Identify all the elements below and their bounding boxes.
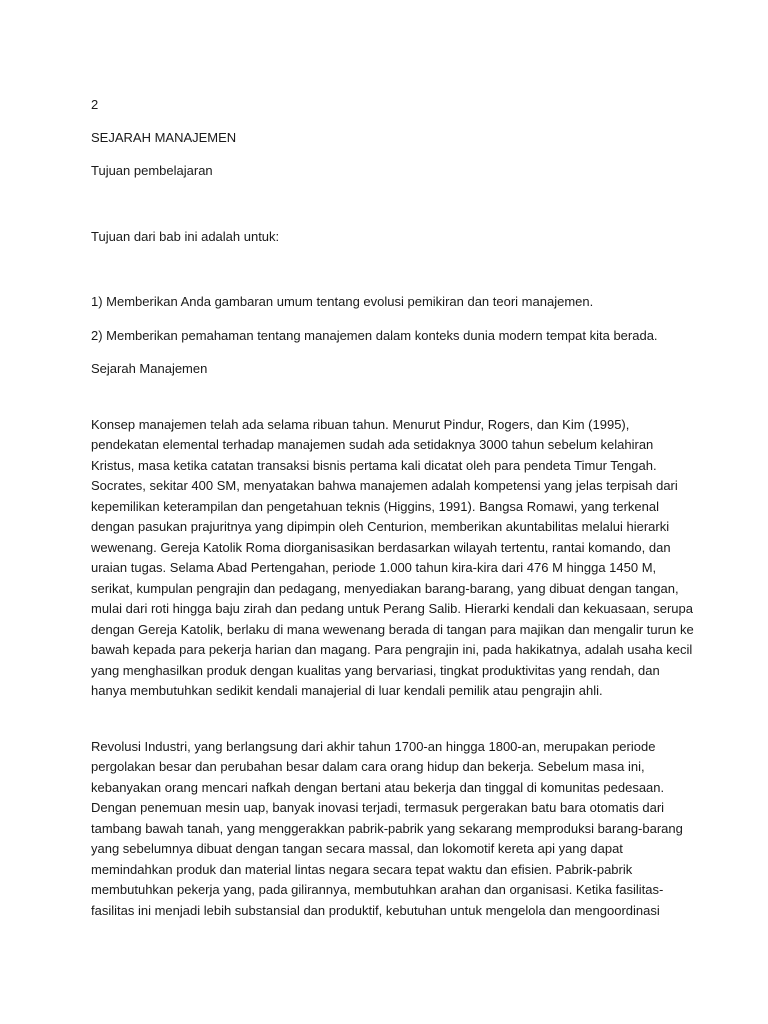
paragraph-line: yang sebelumnya dibuat dengan tangan secara massal, dan lokomotif kereta api yang dapat bbox=[91, 841, 623, 856]
paragraph-line: fasilitas ini menjadi lebih substansial dan produktif, kebutuhan untuk mengelola dan mengoordinasi bbox=[91, 902, 660, 918]
paragraph-line: Kristus, masa ketika catatan transaksi bisnis pertama kali dicatat oleh para pendeta Timur Tengah. bbox=[91, 457, 657, 473]
chapter-title: SEJARAH MANAJEMEN bbox=[91, 129, 237, 145]
paragraph-line: pergolakan besar dan perubahan besar dalam cara orang hidup dan bekerja. Sebelum masa ini, bbox=[91, 759, 645, 774]
objectives-intro: Tujuan dari bab ini adalah untuk: bbox=[91, 228, 280, 244]
page-number: 2 bbox=[91, 97, 99, 112]
paragraph-line: Konsep manajemen telah ada selama ribuan tahun. Menurut Pindur, Rogers, dan Kim (1995), bbox=[91, 416, 630, 432]
document-content bbox=[91, 95, 694, 921]
paragraph-line: mulai dari roti hingga baju zirah dan pedang untuk Perang Salib. Hierarki kendali dan kekuasaan, serupa bbox=[91, 601, 693, 616]
learning-objectives-heading: Tujuan pembelajaran bbox=[91, 163, 213, 178]
paragraph-line: kebanyakan orang mencari nafkah dengan bertani atau bekerja dan tinggal di komunitas pedesaan. bbox=[91, 779, 665, 795]
body-paragraph-2 bbox=[91, 737, 681, 922]
paragraph-line: bawah kepada para pekerja harian dan magang. Para pengrajin ini, pada hakikatnya, adalah usaha kecil bbox=[91, 642, 693, 657]
paragraph-line: tambang bawah tanah, yang menggerakkan pabrik-pabrik yang sekarang memproduksi barang-barang bbox=[91, 820, 683, 836]
paragraph-line: Dengan penemuan mesin uap, banyak inovasi terjadi, termasuk pergerakan batu bara otomatis dari bbox=[91, 800, 665, 815]
paragraph-line: hanya membutuhkan sedikit kendali manajerial di luar kendali pemilik atau pengrajin ahli. bbox=[91, 683, 603, 698]
paragraph-line: memindahkan produk dan material lintas negara secara tepat waktu dan efisien. Pabrik-pabrik bbox=[91, 861, 633, 877]
paragraph-line: kepemilikan keterampilan dan pengetahuan teknis (Higgins, 1991). Bangsa Romawi, yang terkenal bbox=[91, 498, 660, 514]
paragraph-line: membutuhkan pekerja yang, pada gilirannya, membutuhkan arahan dan organisasi. Ketika fasilitas- bbox=[91, 882, 664, 897]
body-paragraph-1 bbox=[91, 415, 694, 702]
paragraph-line: Revolusi Industri, yang berlangsung dari akhir tahun 1700-an hingga 1800-an, merupakan periode bbox=[91, 738, 656, 754]
paragraph-line: pendekatan elemental terhadap manajemen sudah ada setidaknya 3000 tahun sebelum kelahiran bbox=[91, 437, 654, 452]
objective-item-2: 2) Memberikan pemahaman tentang manajemen dalam konteks dunia modern tempat kita berada. bbox=[91, 327, 658, 343]
objective-item-1: 1) Memberikan Anda gambaran umum tentang evolusi pemikiran dan teori manajemen. bbox=[91, 294, 594, 309]
paragraph-line: Socrates, sekitar 400 SM, menyatakan bahwa manajemen adalah kompetensi yang jelas terpisah dari bbox=[91, 478, 678, 493]
paragraph-line: wewenang. Gereja Katolik Roma diorganisasikan berdasarkan wilayah tertentu, rantai komando, dan bbox=[91, 539, 671, 555]
paragraph-line: yang menghasilkan produk dengan kualitas yang bervariasi, tingkat produktivitas yang rendah, dan bbox=[91, 662, 660, 678]
paragraph-line: uraian tugas. Selama Abad Pertengahan, periode 1.000 tahun kira-kira dari 476 M hingga 1450 M, bbox=[91, 560, 657, 575]
paragraph-line: dengan Gereja Katolik, berlaku di mana wewenang berada di tangan para majikan dan mengalir turun ke bbox=[91, 621, 694, 637]
paragraph-line: dengan pasukan prajuritnya yang dipimpin oleh Centurion, memberikan akuntabilitas melalui hierarki bbox=[91, 519, 670, 534]
section-heading: Sejarah Manajemen bbox=[91, 361, 208, 376]
paragraph-line: serikat, kumpulan pengrajin dan pedagang, menyediakan barang-barang, yang dibuat dengan tangan, bbox=[91, 580, 679, 596]
